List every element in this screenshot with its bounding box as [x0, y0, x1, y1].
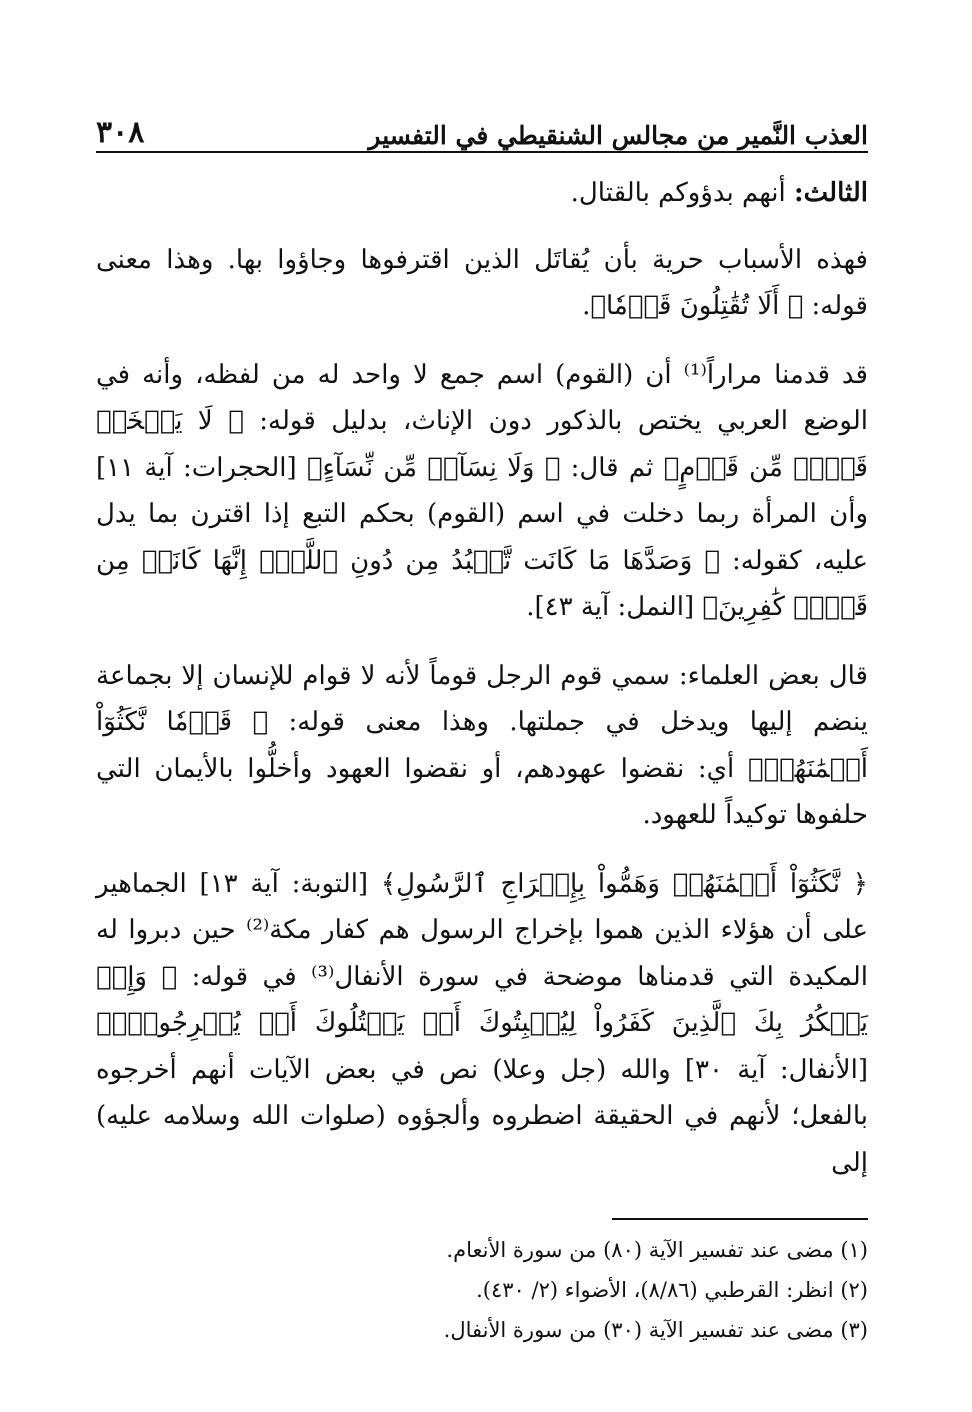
paragraph-5: ﴿ نَّكَثُوٓاْ أَيۡمَٰنَهُمۡ وَهَمُّواْ بِإِخۡرَاجِ ٱلرَّسُولِ﴾ [التوبة: آية ١٣] الجماهير على أن هؤلاء الذين هموا بإخراج الرسول هم كفار مكة⁽²⁾ حين دبروا له المكيدة التي قدمناها موضحة في سورة الأنفال⁽³⁾ في قوله: ﴿ وَإِذۡ يَمۡكُرُ بِكَ ٱلَّذِينَ كَفَرُواْ لِيُثۡبِتُوكَ أَوۡ يَقۡتُلُوكَ أَوۡ يُخۡرِجُوكَۚ﴾ [الأنفال: آية ٣٠] والله (جل وعلا) نص في بعض الآيات أنهم أخرجوه بالفعل؛ لأنهم في الحقيقة اضطروه وألجؤوه (صلوات الله وسلامه عليه) إلى — [96, 868, 868, 1178]
page-number: ٣٠٨ — [96, 115, 145, 150]
footnote-3: (٣) مضى عند تفسير الآية (٣٠) من سورة الأنفال. — [443, 1318, 868, 1342]
paragraph-4: قال بعض العلماء: سمي قوم الرجل قوماً لأنه لا قوام للإنسان إلا بجماعة ينضم إليها ويدخل في جملتها. وهذا معنى قوله: ﴿ قَوۡمٗا نَّكَثُوٓاْ أَيۡمَٰنَهُمۡ﴾ أي: نقضوا عهودهم، أو نقضوا العهود وأخلُّوا بالأيمان التي حلفوها توكيداً للعهود. — [96, 660, 868, 830]
paragraph-2: فهذه الأسباب حرية بأن يُقاتَل الذين اقترفوها وجاؤوا بها. وهذا معنى قوله: ﴿ أَلَا تُقَٰتِلُونَ قَوۡمٗا﴾. — [96, 244, 868, 321]
main-text — [96, 170, 868, 1208]
paragraph-1-lead: الثالث: — [794, 178, 868, 208]
footnote-rule — [612, 1218, 868, 1220]
paragraph-1 — [96, 170, 868, 217]
footnotes — [96, 1230, 868, 1350]
paragraph-1-text: أنهم بدؤوكم بالقتال. — [570, 178, 795, 208]
paragraph-3: قد قدمنا مراراً⁽¹⁾ أن (القوم) اسم جمع لا واحد له من لفظه، وأنه في الوضع العربي يختص بالذكور دون الإناث، بدليل قوله: ﴿ لَا يَسۡخَرۡ قَوۡمٞ مِّن قَوۡمٍ﴾ ثم قال: ﴿ وَلَا نِسَآءٞ مِّن نِّسَآءٍ﴾ [الحجرات: آية ١١] وأن المرأة ربما دخلت في اسم (القوم) بحكم التبع إذا اقترن بما يدل عليه، كقوله: ﴿ وَصَدَّهَا مَا كَانَت تَّعۡبُدُ مِن دُونِ ٱللَّهِۖ إِنَّهَا كَانَتۡ مِن قَوۡمٖ كَٰفِرِينَ﴾ [النمل: آية ٤٣]. — [96, 359, 868, 622]
page-header — [96, 104, 868, 150]
footnote-2: (٢) انظر: القرطبي (٨/٨٦)، الأضواء (٢/ ٤٣٠). — [476, 1278, 868, 1302]
header-rule — [96, 151, 868, 153]
running-title: العذب النَّمير من مجالس الشنقيطي في التفسير — [368, 121, 868, 150]
footnote-1: (١) مضى عند تفسير الآية (٨٠) من سورة الأنعام. — [446, 1238, 868, 1262]
